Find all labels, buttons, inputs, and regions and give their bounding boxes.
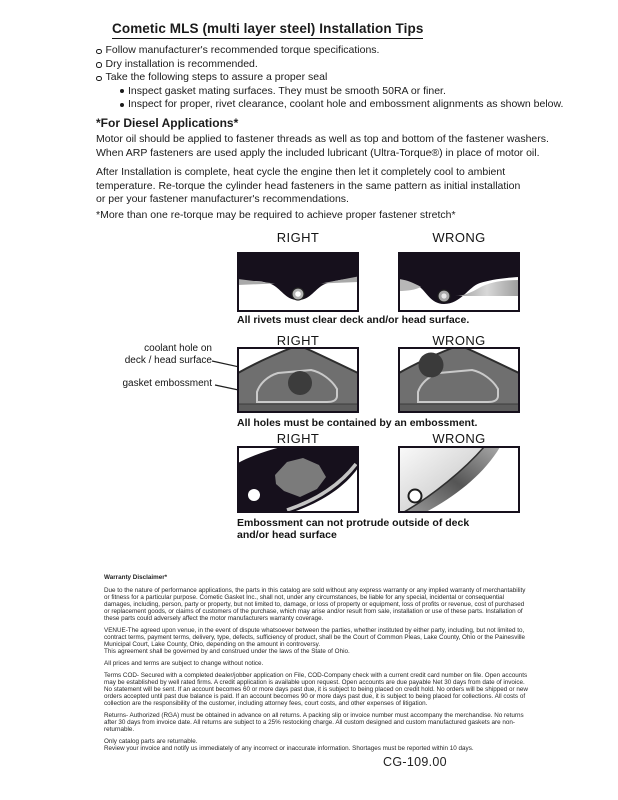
right-label: RIGHT (276, 431, 320, 446)
paragraph-line: temperature. Re-torque the cylinder head fasteners in the same pattern as initial installation (96, 179, 521, 192)
caption-line: Embossment can not protrude outside of deck (237, 517, 470, 529)
gasket-bottom-band (399, 404, 519, 412)
list-item (96, 71, 571, 85)
disclaimer-heading: Warranty Disclaimer* (104, 574, 168, 581)
rivet-center (441, 293, 446, 298)
gasket-bottom-band (238, 404, 358, 412)
right-label: RIGHT (276, 230, 320, 245)
list-item (120, 85, 571, 99)
open-bullet-icon (96, 76, 102, 82)
list-item (120, 98, 571, 112)
page-title: Cometic MLS (multi layer steel) Installation Tips (112, 21, 423, 39)
installation-tips-list (96, 44, 571, 112)
bolt-hole (409, 490, 422, 503)
bullet-text: Take the following steps to assure a proper seal (105, 71, 328, 83)
paragraph-line: Motor oil should be applied to fastener threads as well as top and bottom of the fastener washers. (96, 133, 549, 145)
disclaimer-paragraph: All prices and terms are subject to change without notice. (104, 660, 264, 667)
rivet-center (295, 291, 301, 297)
retorque-note: *More than one re-torque may be required to achieve proper fastener stretch* (96, 209, 456, 221)
rivet-clearance-wrong-figure (398, 252, 520, 312)
callout-line: coolant hole on (144, 343, 212, 354)
filled-bullet-icon (120, 89, 124, 93)
embossment-wrong-figure (398, 446, 520, 513)
right-label: RIGHT (276, 333, 320, 348)
list-item (96, 58, 571, 72)
open-bullet-icon (96, 49, 102, 55)
coolant-hole-right-figure (237, 347, 359, 413)
paragraph-line: After Installation is complete, heat cycle the engine then let it completely cool to ambient (96, 166, 506, 178)
wrong-label: WRONG (432, 230, 486, 245)
bullet-text: Inspect for proper, rivet clearance, coolant hole and embossment alignments as shown below. (128, 98, 564, 110)
wrong-label: WRONG (432, 333, 486, 348)
open-bullet-icon (96, 62, 102, 68)
disclaimer-paragraph: Review your invoice and notify us immediately of any incorrect or inaccurate information. Shortages must be reported within 10 days. (104, 745, 474, 752)
bullet-text: Follow manufacturer's recommended torque specifications. (105, 44, 380, 56)
disclaimer-paragraph: Only catalog parts are returnable. (104, 738, 198, 745)
caption-holes: All holes must be contained by an embossment. (237, 417, 478, 429)
caption-line: and/or head surface (237, 529, 337, 541)
rivet-clearance-right-figure (237, 252, 359, 312)
page-number: CG-109.00 (383, 755, 447, 769)
disclaimer-paragraph: This agreement shall be governed by and construed under the laws of the State of Ohio. (104, 648, 350, 655)
paragraph-line: When ARP fasteners are used apply the included lubricant (Ultra-Torque®) in place of motor oil. (96, 146, 540, 159)
paragraph-line: or per your fastener manufacturer's recommendations. (96, 193, 349, 206)
list-item (96, 44, 571, 58)
callout-coolant-hole (116, 343, 212, 366)
diesel-paragraph-2 (96, 166, 520, 207)
disclaimer-paragraph: Returns- Authorized (RGA) must be obtained in advance on all returns. A packing slip or invoice number must accompany the merchandise. No returns after 30 days from invoice date. All returns are subject to a 25% restocking charge. All custom designed and custom manufactured gaskets are non-returnable. (104, 712, 524, 733)
disclaimer-paragraph: Terms COD- Secured with a completed dealer/jobber application on File, COD-Company check with a current credit card number on file. Open accounts may be established by well rated firms. A credit application is available upon request. Open accounts are due payable Net 30 days from date of invoice. No statement will be sent. If an account becomes 60 or more days past due, it is subject to being placed on credit hold. No orders will be shipped or new orders accepted until past due balance is paid. If an account becomes 90 or more days past due, it is subject to being placed for collections. All costs of collection are the responsibility of the customer, including attorney fees, court costs, and other expenses of litigation. (104, 672, 528, 707)
coolant-hole-wrong-figure (398, 347, 520, 413)
diesel-paragraph-1 (96, 133, 549, 160)
embossment-right-figure (237, 446, 359, 513)
callout-gasket-embossment: gasket embossment (122, 378, 212, 389)
wrong-label: WRONG (432, 431, 486, 446)
bullet-text: Dry installation is recommended. (105, 57, 258, 70)
callout-line: deck / head surface (124, 354, 212, 366)
warranty-disclaimer (104, 574, 530, 757)
coolant-hole-misaligned (419, 353, 444, 378)
disclaimer-paragraph: VENUE-The agreed upon venue, in the event of dispute whatsoever between the parties, whether instituted by either party, including, but not limited to, contract terms, payment terms, delivery, type, defects, sufficiency of product, shall be the Court of Common Pleas, Lake County, Ohio or the Painesville Municipal Court, Lake County, Ohio, depending on the amount in controversy. (104, 627, 526, 648)
caption-rivets: All rivets must clear deck and/or head surface. (237, 314, 470, 326)
bolt-hole (248, 489, 260, 501)
caption-embossment (237, 517, 469, 541)
coolant-hole (288, 371, 312, 395)
filled-bullet-icon (120, 103, 124, 107)
diesel-heading: *For Diesel Applications* (96, 116, 239, 130)
bullet-text: Inspect gasket mating surfaces. They must be smooth 50RA or finer. (128, 84, 446, 97)
disclaimer-paragraph: Due to the nature of performance applications, the parts in this catalog are sold without any express warranty or any implied warranty of merchantability or fitness for a particular purpose. Cometic Gasket Inc., shall not, under any circumstances, be liable for any special, incidental or consequential damages, including, person, party or property, but not limited to, damage, or loss of property or equipment, loss of profits or revenue, cost of purchased or replacement goods, or claims of customers of the purchase, which may arise and/or result from sale, installation or use of these parts. Installation of these parts could adversely affect the motor manufacturers warranty coverage. (104, 587, 526, 622)
